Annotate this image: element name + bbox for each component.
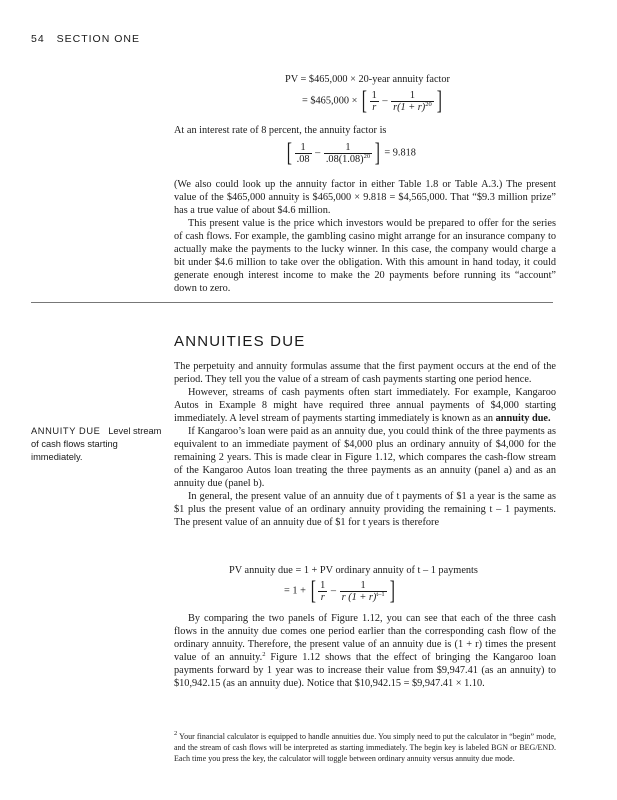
fraction-1-over-r: $\frac{1}{r}$ <box>371 89 377 113</box>
margin-term: ANNUITY DUE <box>31 426 101 436</box>
page-number: 54 <box>31 33 45 45</box>
section-body <box>174 360 556 529</box>
paragraph: The perpetuity and annuity formulas assume that the first payment occurs at the end of the period. They tell you the value of a stream of cash payments starting one period hence. <box>174 361 556 385</box>
margin-definition-text: Level stream of cash flows starting immediately. <box>31 426 162 462</box>
footnote <box>174 731 556 764</box>
equation-pv-formula: = $465,000 × [ $\frac{1}{r}$ – $\frac{1}{r(1 + r)^{20}}$ ] <box>302 86 442 115</box>
running-head <box>31 33 140 45</box>
section-divider <box>31 302 553 303</box>
bracket-right: ] <box>436 86 442 115</box>
equation-annuity-due-formula: = 1 + [ $\frac{1}{r}$ – $\frac{1}{r (1 + r)^{t-1}}$ ] <box>284 576 395 605</box>
footnote-number: 2 <box>174 730 178 737</box>
equation-annuity-due: PV annuity due = 1 + PV ordinary annuity of t – 1 payments <box>229 565 478 576</box>
paragraph: In general, the present value of an annuity due of t payments of $1 a year is the same as $1 plus the present value of an ordinary annuity providing the remaining t – 1 payments. The present value of an annuity due of $1 for t years is therefore <box>174 491 556 528</box>
equation-pv-annuity: PV = $465,000 × 20-year annuity factor <box>285 74 450 85</box>
footnote-marker: 2 <box>262 651 266 658</box>
paragraph: By comparing the two panels of Figure 1.12, you can see that each of the three cash flows in the annuity due comes one period earlier than the corresponding cash flow of the ordinary annuity. Therefore, the present value of an annuity due is (1 + r) times the present value of an annuity.$^2$ Figure 1.12 shows that the effect of bringing the Kangaroo loan payments forward by 1 year was to increase their value from $9,947.41 (as an annuity) to $10,942.15 (as an annuity due). Notice that $10,942.15 = $9,947.41 × 1.10. <box>174 613 556 689</box>
bracket-left: [ <box>361 86 367 115</box>
paragraph: (We also could look up the annuity factor in either Table 1.8 or Table A.3.) The present value of the $465,000 annuity is $465,000 × 9.818 = $4,565,000. That “$9.3 million prize” has a true value of about $4.6 million. <box>174 179 556 216</box>
footnote-text: Your financial calculator is equipped to handle annuities due. You simply need to put the calculator in “begin” mode, and the stream of cash flows will be interpreted as starting immediately. The begin key is labeled BGN or BEG/END. Each time you press the key, the calculator will toggle between ordinary annuity versus annuity due mode. <box>174 732 556 763</box>
equation-annuity-factor: [ $\frac{1}{.08}$ – $\frac{1}{.08(1.08)^{20}}$ ] = 9.818 <box>286 138 416 167</box>
fraction-discount: $\frac{1}{r(1 + r)^{20}}$ <box>393 89 432 113</box>
paragraph: However, streams of cash payments often start immediately. For example, Kangaroo Autos in Example 8 might have required three annual payments of $4,000 starting immediately. A level stream of payments starting immediately is known as an annuity due. <box>174 387 556 424</box>
paragraph: This present value is the price which investors would be prepared to offer for the series of cash flows. For example, the gambling casino might arrange for an insurance company to actually make the payments to the lucky winner. In this case, the company would charge a bit under $4.6 million to take over the obligation. With this amount in hand today, it could generate enough interest income to make the 20 payments before running its “account” down to zero. <box>174 218 556 294</box>
rate-sentence: At an interest rate of 8 percent, the annuity factor is <box>174 125 387 136</box>
paragraph: If Kangaroo’s loan were paid as an annuity due, you could think of the three payments as equivalent to an immediate payment of $4,000 plus an ordinary annuity of $4,000 for the remaining 2 years. This is made clear in Figure 1.12, which compares the cash-flow stream of the Kangaroo Autos loan treating the three payments as an annuity (panel a) and as an annuity due (panel b). <box>174 426 556 489</box>
section-title: ANNUITIES DUE <box>174 333 306 350</box>
section-label: SECTION ONE <box>56 33 140 45</box>
section-body-continued <box>174 612 556 690</box>
top-paragraphs <box>174 178 556 295</box>
term-annuity-due: annuity due. <box>495 413 551 424</box>
margin-definition <box>31 425 166 464</box>
